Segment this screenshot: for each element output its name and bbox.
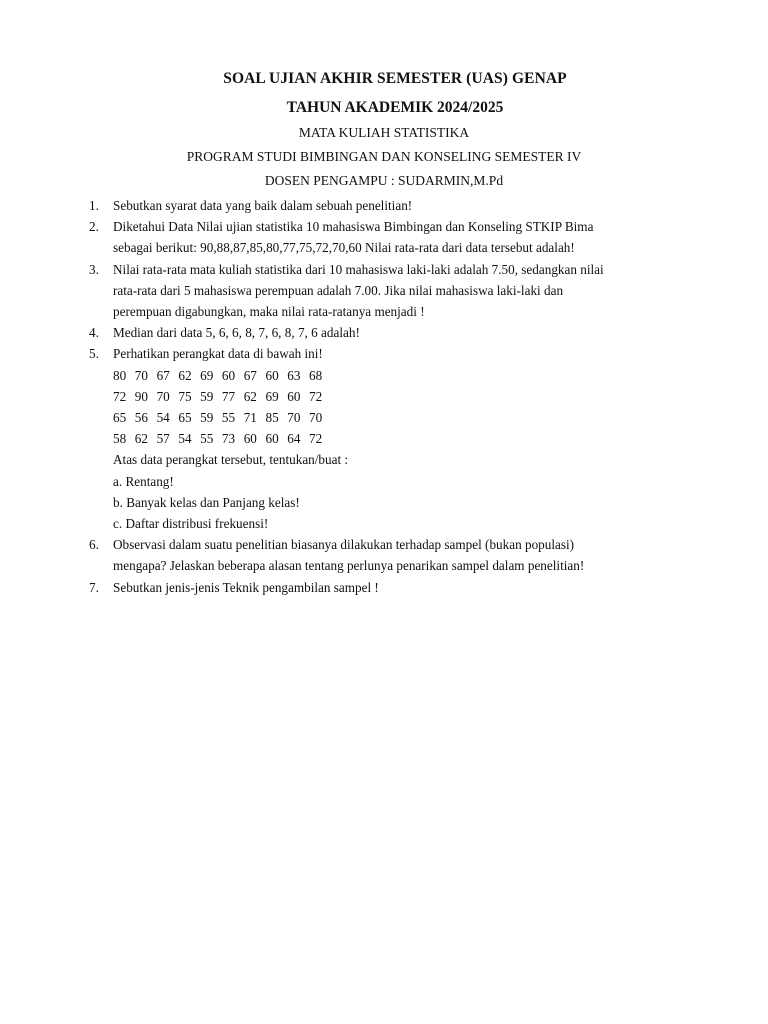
exam-title: SOAL UJIAN AKHIR SEMESTER (UAS) GENAP xyxy=(223,70,567,87)
sub-item-c: c. Daftar distribusi frekuensi! xyxy=(113,516,269,532)
data-row: 72 90 70 75 59 77 62 69 60 72 xyxy=(113,388,323,404)
sub-item-a: a. Rentang! xyxy=(113,473,174,489)
question-number: 5. xyxy=(89,346,99,362)
question-list xyxy=(89,195,689,598)
academic-year: TAHUN AKADEMIK 2024/2025 xyxy=(286,99,504,116)
data-row: 80 70 67 62 69 60 67 60 63 68 xyxy=(113,367,323,383)
question-text: Nilai rata-rata mata kuliah statistika dari 10 mahasiswa laki-laki adalah 7.50, sedangkan nilai xyxy=(113,261,604,277)
question-text: rata-rata dari 5 mahasiswa perempuan adalah 7.00. Jika nilai mahasiswa laki-laki dan xyxy=(113,282,564,298)
data-row: 58 62 57 54 55 73 60 60 64 72 xyxy=(113,431,323,447)
data-row: 65 56 54 65 59 55 71 85 70 70 xyxy=(113,410,323,426)
question-text: perempuan digabungkan, maka nilai rata-ratanya menjadi ! xyxy=(113,304,425,320)
question-2 xyxy=(89,216,689,258)
question-number: 7. xyxy=(89,579,99,595)
question-1 xyxy=(89,195,689,216)
study-program: PROGRAM STUDI BIMBINGAN DAN KONSELING SEMESTER IV xyxy=(186,149,582,164)
question-text: Perhatikan perangkat data di bawah ini! xyxy=(113,346,323,362)
course-name: MATA KULIAH STATISTIKA xyxy=(298,125,470,140)
question-5 xyxy=(89,343,689,534)
question-text: Observasi dalam suatu penelitian biasanya dilakukan terhadap sampel (bukan populasi) xyxy=(113,537,575,553)
question-number: 3. xyxy=(89,261,99,277)
question-number: 6. xyxy=(89,537,99,553)
question-text: Diketahui Data Nilai ujian statistika 10 mahasiswa Bimbingan dan Konseling STKIP Bima xyxy=(113,219,594,235)
question-text: Sebutkan syarat data yang baik dalam sebuah penelitian! xyxy=(113,198,413,213)
question-instruction: Atas data perangkat tersebut, tentukan/buat : xyxy=(113,452,349,468)
question-3 xyxy=(89,259,689,323)
question-text: Median dari data 5, 6, 6, 8, 7, 6, 8, 7, 6 adalah! xyxy=(113,325,360,341)
sub-item-b: b. Banyak kelas dan Panjang kelas! xyxy=(113,494,300,510)
question-text: mengapa? Jelaskan beberapa alasan tentang perlunya penarikan sampel dalam penelitian! xyxy=(113,558,585,574)
lecturer-name: DOSEN PENGAMPU : SUDARMIN,M.Pd xyxy=(264,173,504,188)
question-number: 2. xyxy=(89,219,99,235)
question-number: 4. xyxy=(89,325,99,341)
question-7 xyxy=(89,577,689,598)
question-6 xyxy=(89,534,689,576)
question-number: 1. xyxy=(89,198,99,213)
question-text: sebagai berikut: 90,88,87,85,80,77,75,72,70,60 Nilai rata-rata dari data tersebut adalah! xyxy=(113,240,575,256)
question-4 xyxy=(89,322,689,343)
question-text: Sebutkan jenis-jenis Teknik pengambilan sampel ! xyxy=(113,579,379,595)
